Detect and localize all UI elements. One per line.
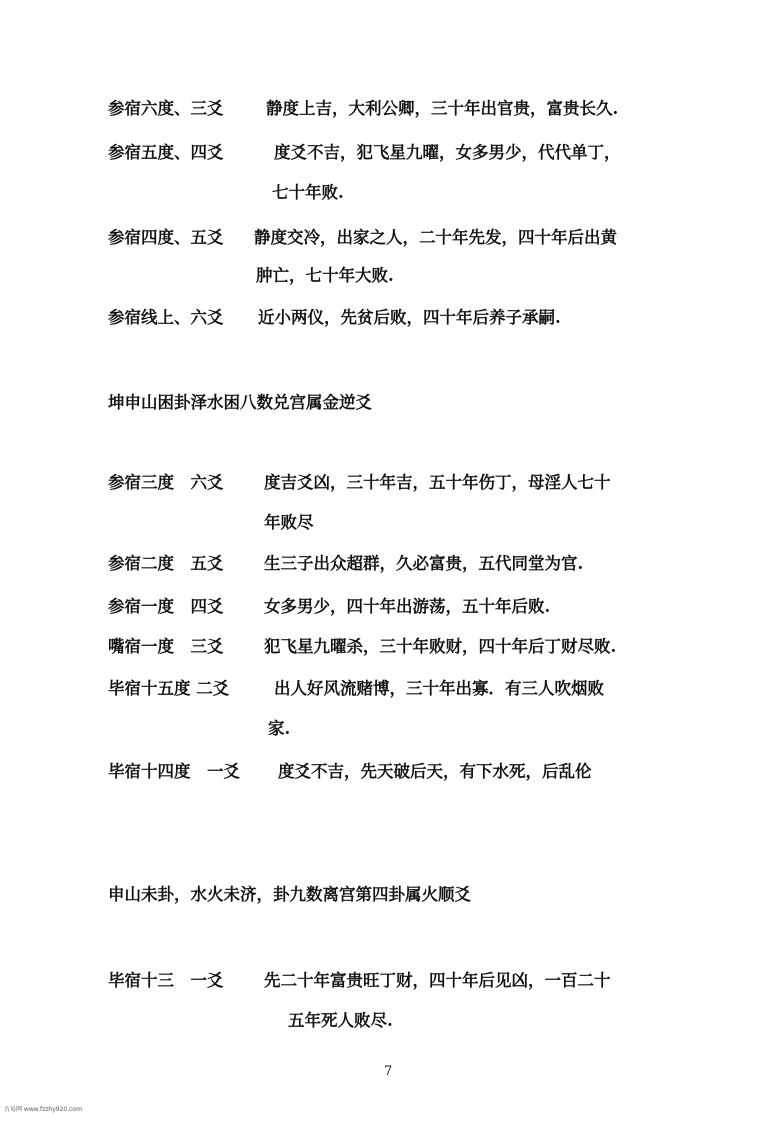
entry-label: 毕宿十三 一爻: [108, 971, 224, 990]
entry-continuation: 五年死人败尽.: [288, 1011, 393, 1030]
entry-label: 参宿三度 六爻: [108, 473, 224, 492]
entry-text: 犯飞星九曜杀，三十年败财，四十年后丁财尽败.: [264, 637, 617, 656]
entry-label: 参宿五度、四爻: [108, 143, 224, 162]
entry-line: [108, 142, 621, 164]
entry-label: 嘴宿一度 三爻: [108, 637, 224, 656]
page-number: 7: [384, 1064, 393, 1079]
entry-line: [108, 307, 561, 329]
entry-line: [108, 970, 611, 992]
entry-label: 参宿六度、三爻: [108, 99, 224, 118]
entry-text: 近小两仪，先贫后败，四十年后养子承嗣.: [258, 308, 561, 327]
section-heading: 坤申山困卦泽水困八数兑宫属金逆爻: [108, 393, 372, 412]
entry-text: 先二十年富贵旺丁财，四十年后见凶，一百二十: [264, 971, 611, 990]
entry-label: 参宿一度 四爻: [108, 597, 224, 616]
entry-line: [108, 596, 550, 618]
entry-label: 参宿四度、五爻: [108, 228, 224, 247]
entry-text: 静度交冷，出家之人，二十年先发，四十年后出黄: [254, 228, 617, 247]
entry-line: [108, 472, 611, 494]
entry-label: 参宿二度 五爻: [108, 554, 224, 573]
entry-label: 参宿线上、六爻: [108, 308, 224, 327]
entry-continuation: 七十年败.: [272, 183, 344, 202]
entry-text: 度爻不吉，先天破后天，有下水死，后乱伦: [278, 762, 592, 781]
entry-text: 度爻不吉，犯飞星九曜，女多男少，代代单丁，: [274, 143, 621, 162]
footer-watermark: 古易网 www.fzzhy920.com: [4, 1106, 82, 1113]
entry-text: 度吉爻凶，三十年吉，五十年伤丁，母淫人七十: [264, 473, 611, 492]
entry-text: 女多男少，四十年出游荡，五十年后败.: [264, 597, 551, 616]
entry-text: 出人好风流赌博，三十年出寡．有三人吹烟败: [274, 679, 604, 698]
entry-line: [108, 678, 604, 700]
entry-text: 生三子出众超群，久必富贵，五代同堂为官.: [264, 554, 584, 573]
entry-continuation: 家.: [268, 719, 291, 738]
entry-label: 毕宿十四度 一爻: [108, 762, 240, 781]
entry-label: 毕宿十五度 二爻: [108, 679, 230, 698]
entry-line: [108, 227, 617, 249]
entry-continuation: 年败尽: [264, 513, 314, 532]
entry-line: [108, 761, 592, 783]
entry-line: [108, 636, 616, 658]
section-heading: 申山未卦，水火未济，卦九数离宫第四卦属火顺爻: [108, 885, 471, 904]
entry-line: [108, 553, 583, 575]
entry-continuation: 肿亡，七十年大败.: [256, 266, 394, 285]
entry-line: [108, 98, 618, 120]
entry-text: 静度上吉，大利公卿，三十年出官贵，富贵长久.: [266, 99, 619, 118]
